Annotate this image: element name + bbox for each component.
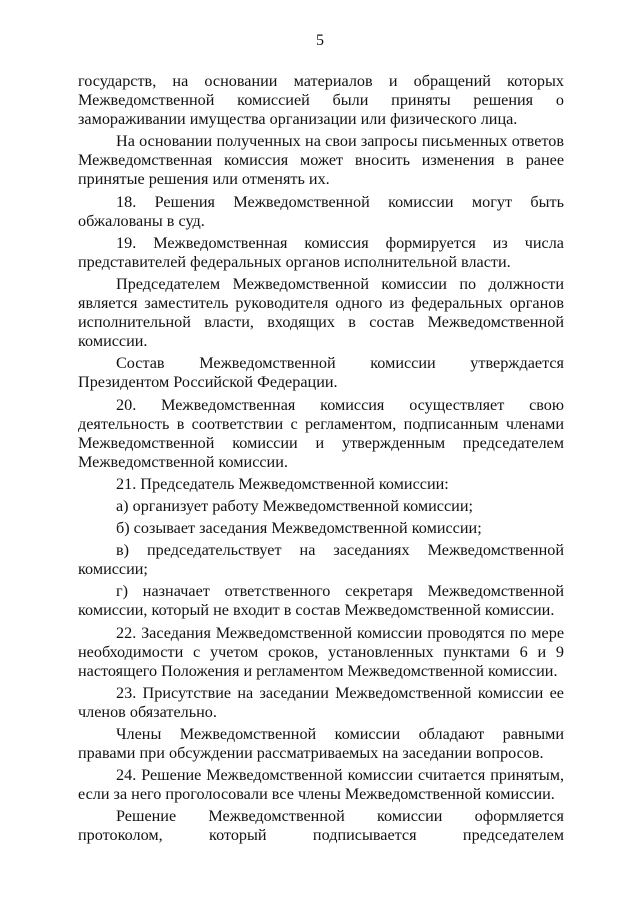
paragraph-item-21: 21. Председатель Межведомственной комиссии: xyxy=(116,474,449,493)
paragraph-item-24: 24. Решение Межведомственной комиссии считается принятым, если за него проголосовали все члены Межведомственной комиссии. xyxy=(78,766,564,804)
paragraph-protocol: Решение Межведомственной комиссии оформляется протоколом, который подписывается председателем xyxy=(78,807,564,845)
paragraph-item-21-g: г) назначает ответственного секретаря Межведомственной комиссии, который не входит в состав Межведомственной комиссии. xyxy=(78,582,564,620)
paragraph-item-20: 20. Межведомственная комиссия осуществляет свою деятельность в соответствии с регламентом, подписанным членами Межведомственной комиссии и утвержденным председателем Межведомственной комиссии. xyxy=(78,395,564,471)
document-body xyxy=(78,72,564,849)
paragraph-item-21-b: б) созывает заседания Межведомственной комиссии; xyxy=(116,519,482,538)
paragraph-item-23: 23. Присутствие на заседании Межведомственной комиссии ее членов обязательно. xyxy=(78,683,564,721)
paragraph-composition: Состав Межведомственной комиссии утверждается Президентом Российской Федерации. xyxy=(78,354,564,392)
paragraph-item-21-v: в) председательствует на заседаниях Межведомственной комиссии; xyxy=(78,541,564,579)
paragraph-item-22: 22. Заседания Межведомственной комиссии проводятся по мере необходимости с учетом сроков, установленных пунктами 6 и 9 настоящего Положения и регламентом Межведомственной комиссии. xyxy=(78,623,564,680)
paragraph-item-21-a: а) организует работу Межведомственной комиссии; xyxy=(116,496,473,515)
paragraph-amendments: На основании полученных на свои запросы письменных ответов Межведомственная комиссия может вносить изменения в ранее принятые решения или отменять их. xyxy=(78,132,564,189)
paragraph-item-19: 19. Межведомственная комиссия формируется из числа представителей федеральных органов исполнительной власти. xyxy=(78,233,564,271)
paragraph-members-rights: Члены Межведомственной комиссии обладают равными правами при обсуждении рассматриваемых на заседании вопросов. xyxy=(78,725,564,763)
paragraph-continuation: государств, на основании материалов и обращений которых Межведомственной комиссией были приняты решения о замораживании имущества организации или физического лица. xyxy=(78,72,564,129)
paragraph-chairman: Председателем Межведомственной комиссии по должности является заместитель руководителя одного из федеральных органов исполнительной власти, входящих в состав Межведомственной комиссии. xyxy=(78,274,564,351)
paragraph-item-18: 18. Решения Межведомственной комиссии могут быть обжалованы в суд. xyxy=(78,192,564,230)
page-number: 5 xyxy=(316,32,324,49)
